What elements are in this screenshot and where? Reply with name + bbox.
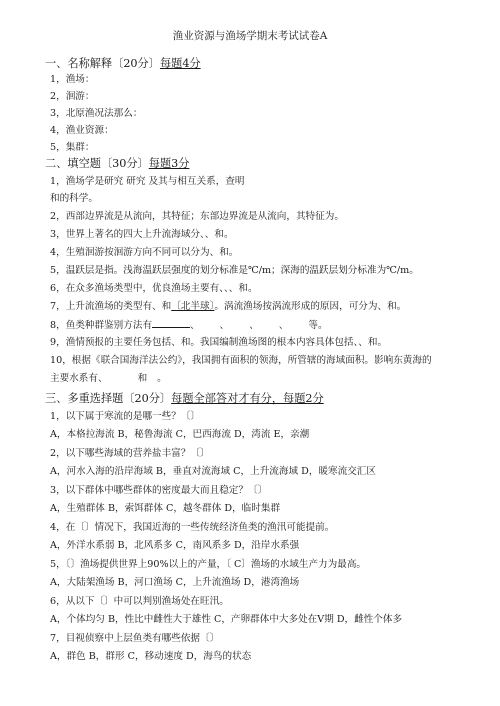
s2-question-8-sep-2: 、: [219, 320, 230, 331]
s1-question-5: 5，集群：: [50, 142, 95, 153]
s2-question-1b: 和的科学。: [50, 193, 98, 204]
section-1-points: 每题4分: [159, 57, 201, 70]
s2-question-1a: 1，渔场学是研究 研究 及其与相互关系，查明: [50, 176, 245, 187]
s2-question-8-part-a: 8，鱼类种群鉴别方法有: [50, 320, 153, 331]
s3-question-1: 1，以下属于寒流的是哪一些？〔〕: [50, 411, 201, 422]
s1-question-3: 3，北原渔况法那么：: [50, 108, 143, 119]
s2-question-2: 2，西部边界流是从流向，其特征；东部边界流是从流向，其特征为。: [50, 211, 344, 222]
section-1-label: 一、名称解释〔20分〕: [45, 57, 160, 70]
s3-question-5: 5，〔〕渔场提供世界上90%以上的产量，〔 C〕渔场的水域生产力为最高。: [50, 559, 367, 570]
section-2-label: 二、填空题〔30分〕: [45, 157, 149, 170]
s2-question-8-end: 等。: [308, 320, 328, 331]
s2-question-4: 4，生殖洄游按洄游方向不同可以分为、和。: [50, 247, 239, 258]
s3-options-4: A，外洋水系弱 B，北风系多 C，南风系多 D，沿岸水系强: [50, 540, 300, 551]
section-2-heading: [45, 156, 189, 171]
s3-options-5: A，大陆架渔场 B，河口渔场 C，上升流渔场 D，港湾渔场: [50, 577, 300, 588]
s2-question-3: 3，世界上著名的四大上升流海域分、、和。: [50, 229, 234, 240]
section-3-label: 三、多重选择题〔20分〕: [45, 392, 172, 405]
s2-question-10-part-b: 主要水系有、: [50, 373, 108, 384]
s2-question-8: [50, 318, 328, 332]
section-3-heading: [45, 391, 324, 406]
answer-blank[interactable]: [152, 318, 190, 328]
s2-question-10-end: 。: [157, 373, 167, 384]
s2-question-7-part-a: 7，上升流渔场的类型有、和: [50, 301, 172, 312]
s3-question-2: 2，以下哪些海域的营养盐丰富？〔〕: [50, 448, 210, 459]
section-2-points: 每题3分: [148, 157, 190, 170]
s1-question-4: 4，渔业资源：: [50, 125, 114, 136]
s2-question-10a: 10，根据《联合国海洋法公约》，我国拥有面积的领海，所管辖的海域面积。影响东黄海的: [50, 355, 432, 366]
section-1-heading: [45, 56, 201, 71]
s3-options-7: A，群色 B，群形 C，移动速度 D，海鸟的状态: [50, 651, 252, 662]
s2-question-7: [50, 300, 406, 313]
s2-question-8-sep-1: 、: [190, 320, 200, 331]
s2-question-7-part-c: 。涡流渔场按涡流形成的原因，可分为、和。: [214, 301, 407, 312]
s2-question-6: 6，在众多渔场类型中，优良渔场主要有、、、和。: [50, 283, 258, 294]
s2-question-8-sep-3: 、: [249, 320, 259, 331]
s3-options-6: A，个体均匀 B，性比中雌性大于雄性 C，产卵群体中大多处在Ⅴ期 D，雌性个体多: [50, 614, 403, 625]
s3-options-1: A，本格拉海流 B，秘鲁海流 C，巴西海流 D，湾流 E，亲潮: [50, 429, 310, 440]
s2-question-9: 9，渔情预报的主要任务包括、和。我国编制渔场图的根本内容具体包括、、和。: [50, 337, 388, 348]
s2-question-10b: [50, 372, 167, 385]
s1-question-1: 1，渔场：: [50, 74, 95, 85]
s3-question-6: 6，从以下〔〕中可以判别渔场处在旺汛。: [50, 596, 229, 607]
s2-question-8-sep-4: 、: [278, 320, 289, 331]
s2-question-10-part-c: 和: [137, 373, 148, 384]
s3-question-7: 7，目视侦察中上层鱼类有哪些依据〔〕: [50, 633, 220, 644]
s2-question-7-part-b: 〔北半球〕: [171, 301, 215, 312]
section-3-points: 每题全部答对才有分，每题2分: [171, 392, 324, 405]
s3-options-2: A，河水入海的沿岸海域 B，垂直对流海域 C，上升流海域 D，暖寒流交汇区: [50, 466, 376, 477]
s3-question-4: 4，在〔〕情况下，我国近海的一些传统经济鱼类的渔汛可能提前。: [50, 522, 335, 533]
s2-question-5: 5，温跃层是指。浅海温跃层强度的划分标准是℃/m；深海的温跃层划分标准为℃/m。: [50, 265, 419, 276]
s3-question-3: 3，以下群体中哪些群体的密度最大而且稳定？〔〕: [50, 485, 268, 496]
s1-question-2: 2，洄游：: [50, 91, 95, 102]
exam-title: 渔业资源与渔场学期末考试试卷A: [172, 30, 328, 42]
s3-options-3: A，生殖群体 B，索饵群体 C，越冬群体 D，临时集群: [50, 503, 281, 514]
